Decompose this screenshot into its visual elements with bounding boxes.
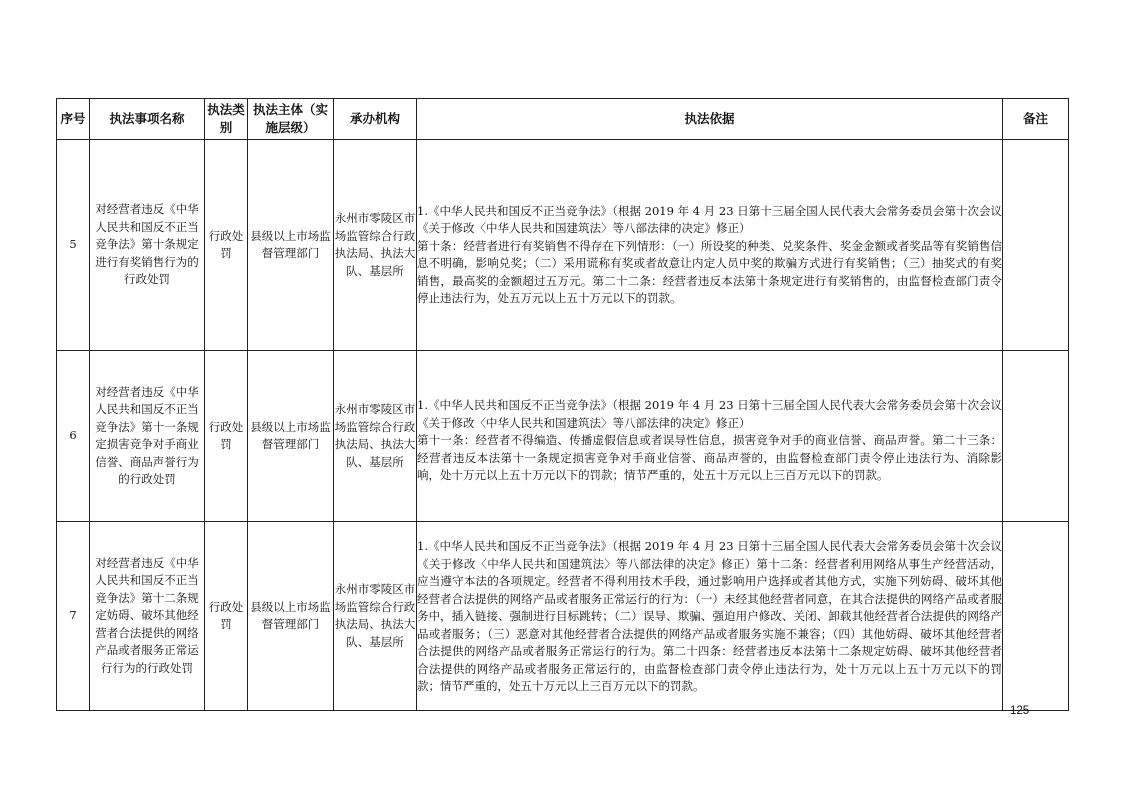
row-agency: 永州市零陵区市场监管综合行政执法局、执法大队、基层所 (334, 140, 417, 351)
basis-paragraph: 第十一条：经营者不得编造、传播虚假信息或者误导性信息，损害竞争对手的商业信誉、商品声誉。第二十三条：经营者违反本法第十一条规定损害竞争对手商业信誉、商品声誉的，由监督检查部门责令停止违法行为、消除影响，处十万元以上五十万元以下的罚款；情节严重的，处五十万元以上三百万元以下的罚款。 (417, 433, 1002, 483)
header-category: 执法类别 (205, 99, 248, 140)
row-basis (417, 522, 1003, 711)
row-agency: 永州市零陵区市场监管综合行政执法局、执法大队、基层所 (334, 351, 417, 522)
row-seq: 7 (57, 522, 90, 711)
row-subject: 县级以上市场监督管理部门 (248, 351, 334, 522)
table-row (57, 522, 1069, 711)
header-seq: 序号 (57, 99, 90, 140)
row-basis (417, 140, 1003, 351)
basis-paragraph: 1.《中华人民共和国反不正当竞争法》（根据 2019 年 4 月 23 日第十三届全国人民代表大会常务委员会第十次会议《关于修改〈中华人民共和国建筑法〉等八部法律的决定》修正） (417, 398, 1002, 430)
table-row (57, 140, 1069, 351)
header-remark: 备注 (1003, 99, 1069, 140)
page-number: 125 (1010, 705, 1030, 717)
header-row (57, 99, 1069, 140)
basis-paragraph: 1.《中华人民共和国反不正当竞争法》（根据 2019 年 4 月 23 日第十三届全国人民代表大会常务委员会第十次会议《关于修改〈中华人民共和国建筑法〉等八部法律的决定》修正）第十二条：经营者利用网络从事生产经营活动，应当遵守本法的各项规定。经营者不得利用技术手段，通过影响用户选择或者其他方式，实施下列妨碍、破坏其他经营者合法提供的网络产品或者服务正常运行的行为：（一）未经其他经营者同意，在其合法提供的网络产品或者服务中，插入链接、强制进行目标跳转；（二）误导、欺骗、强迫用户修改、关闭、卸载其他经营者合法提供的网络产品或者服务；（三）恶意对其他经营者合法提供的网络产品或者服务实施不兼容；（四）其他妨碍、破坏其他经营者合法提供的网络产品或者服务正常运行的行为。第二十四条：经营者违反本法第十二条规定妨碍、破坏其他经营者合法提供的网络产品或者服务正常运行的，由监督检查部门责令停止违法行为，处十万元以上五十万元以下的罚款；情节严重的，处五十万元以上三百万元以下的罚款。 (417, 539, 1002, 694)
header-basis: 执法依据 (417, 99, 1003, 140)
row-seq: 6 (57, 351, 90, 522)
basis-paragraph: 1.《中华人民共和国反不正当竞争法》（根据 2019 年 4 月 23 日第十三届全国人民代表大会常务委员会第十次会议《关于修改〈中华人民共和国建筑法〉等八部法律的决定》修正） (417, 203, 1002, 235)
row-remark (1003, 351, 1069, 522)
row-category: 行政处罚 (205, 140, 248, 351)
row-category: 行政处罚 (205, 522, 248, 711)
row-seq: 5 (57, 140, 90, 351)
enforcement-table (56, 98, 1069, 711)
row-subject: 县级以上市场监督管理部门 (248, 140, 334, 351)
row-name: 对经营者违反《中华人民共和国反不正当竞争法》第十二条规定妨碍、破坏其他经营者合法提供的网络产品或者服务正常运行行为的行政处罚 (90, 522, 205, 711)
header-agency: 承办机构 (334, 99, 417, 140)
row-remark (1003, 140, 1069, 351)
header-name: 执法事项名称 (90, 99, 205, 140)
row-category: 行政处罚 (205, 351, 248, 522)
row-agency: 永州市零陵区市场监管综合行政执法局、执法大队、基层所 (334, 522, 417, 711)
row-subject: 县级以上市场监督管理部门 (248, 522, 334, 711)
row-basis (417, 351, 1003, 522)
row-name: 对经营者违反《中华人民共和国反不正当竞争法》第十一条规定损害竞争对手商业信誉、商品声誉行为的行政处罚 (90, 351, 205, 522)
row-remark (1003, 522, 1069, 711)
table-row (57, 351, 1069, 522)
basis-paragraph: 第十条：经营者进行有奖销售不得存在下列情形：（一）所设奖的种类、兑奖条件、奖金金额或者奖品等有奖销售信息不明确，影响兑奖；（二）采用谎称有奖或者故意让内定人员中奖的欺骗方式进行有奖销售；（三）抽奖式的有奖销售，最高奖的金额超过五万元。第二十二条：经营者违反本法第十条规定进行有奖销售的，由监督检查部门责令停止违法行为，处五万元以上五十万元以下的罚款。 (417, 238, 1002, 305)
row-name: 对经营者违反《中华人民共和国反不正当竞争法》第十条规定进行有奖销售行为的行政处罚 (90, 140, 205, 351)
header-subject: 执法主体（实施层级） (248, 99, 334, 140)
